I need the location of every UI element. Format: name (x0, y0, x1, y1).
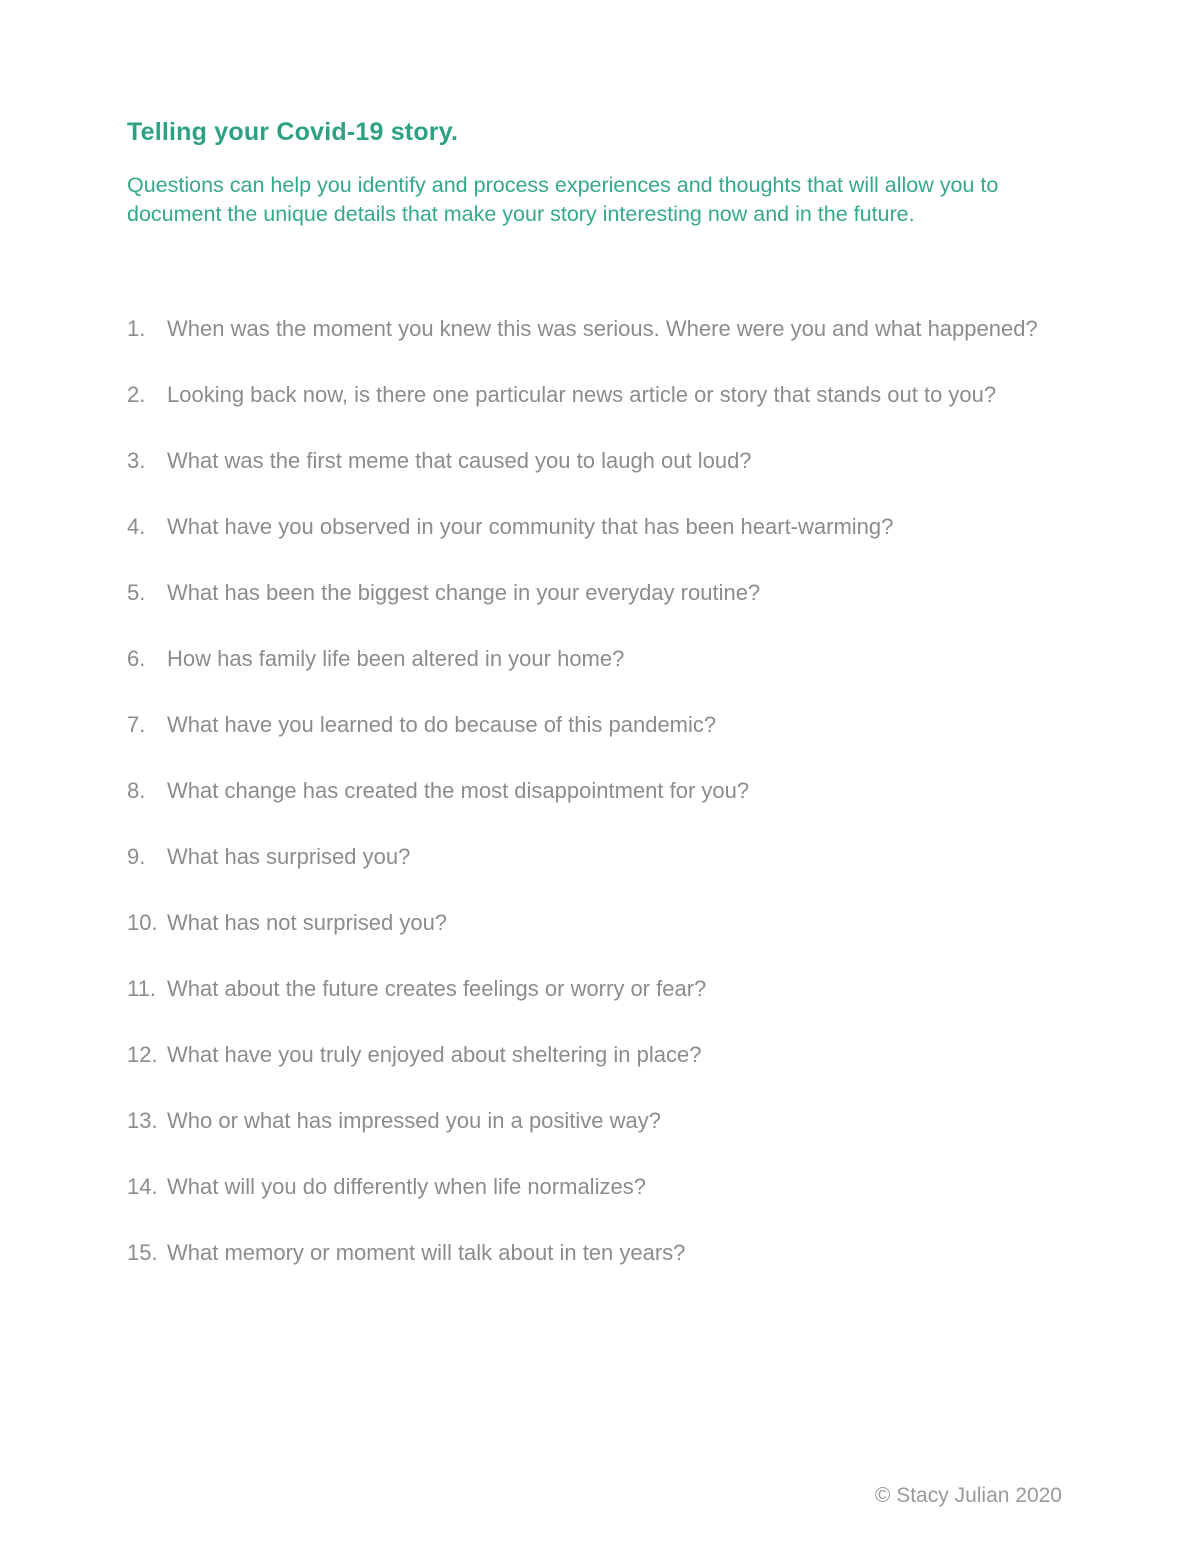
question-item (127, 511, 1067, 543)
question-text: What about the future creates feelings or worry or fear? (167, 976, 707, 1001)
question-item (127, 1105, 1067, 1137)
question-list (127, 313, 1067, 1269)
question-number: 10. (127, 910, 158, 935)
question-number: 11. (127, 976, 156, 1001)
question-text: What has surprised you? (167, 844, 411, 869)
question-item (127, 313, 1067, 345)
question-item (127, 907, 1067, 939)
question-item (127, 1237, 1067, 1269)
question-text: Looking back now, is there one particular news article or story that stands out to you? (167, 382, 997, 407)
question-number: 6. (127, 646, 146, 671)
question-text: How has family life been altered in your home? (167, 646, 625, 671)
question-number: 1. (127, 316, 146, 341)
question-text: What will you do differently when life normalizes? (167, 1174, 646, 1199)
question-number: 7. (127, 712, 146, 737)
question-number: 8. (127, 778, 146, 803)
question-item (127, 445, 1067, 477)
question-item (127, 1039, 1067, 1071)
question-text: What has been the biggest change in your everyday routine? (167, 580, 761, 605)
intro-paragraph: Questions can help you identify and process experiences and thoughts that will allow you to document the unique details that make your story interesting now and in the future. (127, 173, 999, 226)
question-text: What memory or moment will talk about in ten years? (167, 1240, 686, 1265)
question-item (127, 643, 1067, 675)
question-text: What was the first meme that caused you to laugh out loud? (167, 448, 752, 473)
question-number: 3. (127, 448, 146, 473)
copyright-footer: © Stacy Julian 2020 (874, 1484, 1062, 1507)
question-item (127, 709, 1067, 741)
question-text: Who or what has impressed you in a positive way? (167, 1108, 662, 1133)
question-number: 5. (127, 580, 146, 605)
question-text: What have you learned to do because of this pandemic? (167, 712, 717, 737)
page-title: Telling your Covid-19 story. (127, 118, 459, 146)
question-number: 12. (127, 1042, 158, 1067)
question-item (127, 775, 1067, 807)
question-text: What have you observed in your community that has been heart-warming? (167, 514, 894, 539)
question-item (127, 973, 1067, 1005)
question-number: 2. (127, 382, 146, 407)
question-text: What have you truly enjoyed about sheltering in place? (167, 1042, 702, 1067)
question-text: What change has created the most disappointment for you? (167, 778, 750, 803)
question-item (127, 379, 1067, 411)
question-number: 15. (127, 1240, 158, 1265)
question-number: 9. (127, 844, 146, 869)
question-number: 4. (127, 514, 146, 539)
question-text: When was the moment you knew this was serious. Where were you and what happened? (167, 316, 1038, 341)
question-item (127, 1171, 1067, 1203)
question-item (127, 577, 1067, 609)
question-number: 14. (127, 1174, 158, 1199)
question-text: What has not surprised you? (167, 910, 448, 935)
question-number: 13. (127, 1108, 158, 1133)
question-item (127, 841, 1067, 873)
